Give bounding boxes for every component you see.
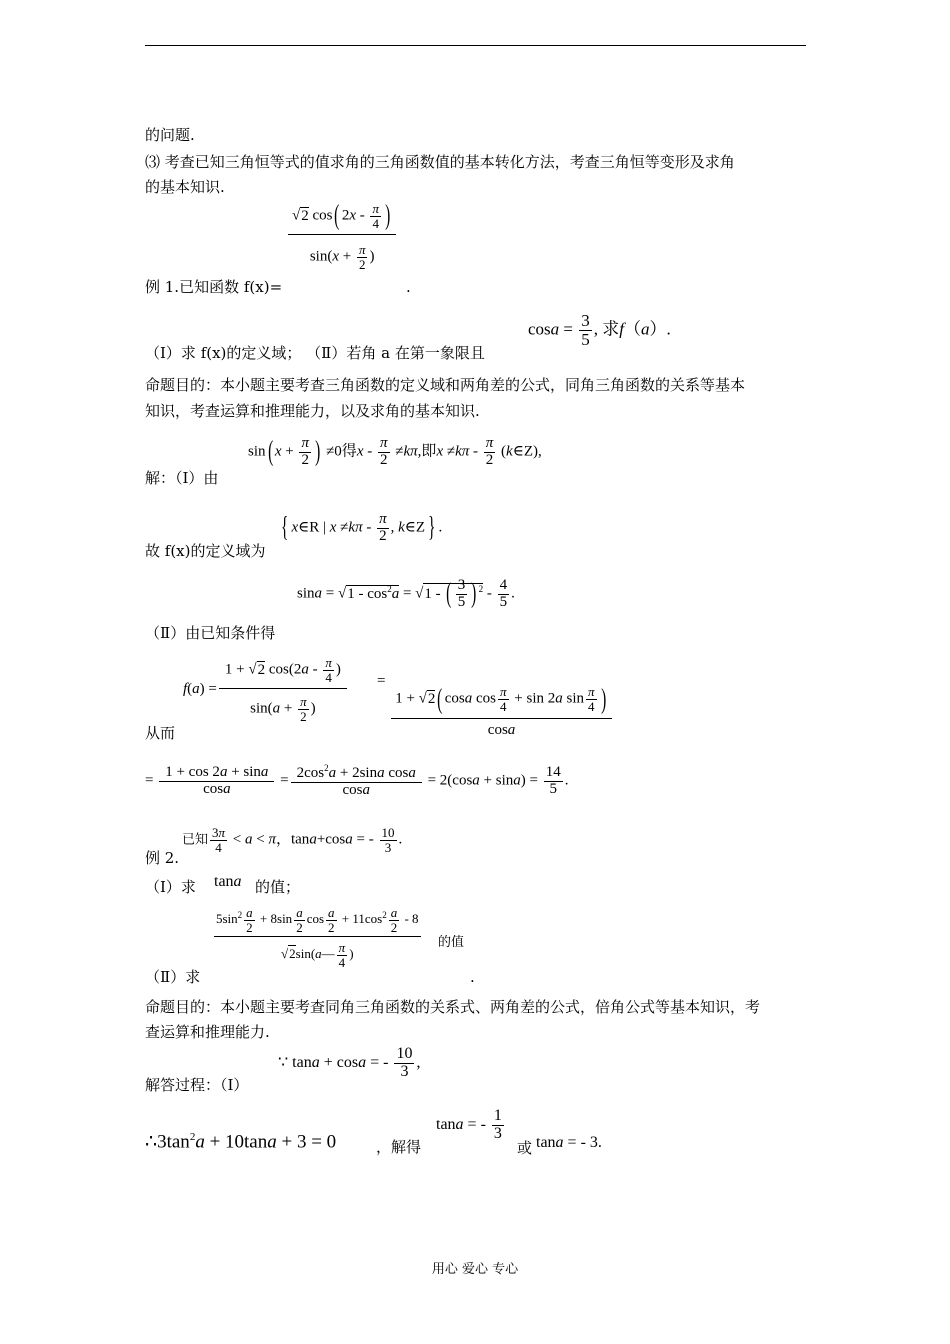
example-2-q1-prefix: （Ⅰ）求 — [145, 878, 196, 896]
text-line: 命题目的：本小题主要考查同角三角函数的关系式、两角差的公式，倍角公式等基本知识，考 — [145, 998, 761, 1016]
example-1-label: 例 1.已知函数 f(x)= — [145, 278, 283, 296]
thus-label: 从而 — [145, 724, 176, 742]
page-footer: 用心 爱心 专心 — [431, 1262, 519, 1277]
formula-cos-a: cosa = $\frac{3}{5}$ , 求f（a）. — [528, 311, 671, 349]
text-line: 的问题. — [145, 126, 195, 144]
text-line: 的基本知识. — [145, 178, 225, 196]
formula-f-a: f(a) = 1 + √2 cos(2a - $\frac{\pi}{4}$ ) sin(a + $\frac{\pi}{2}$ ) — [183, 656, 349, 724]
formula-example-2-expression: $5\sin^2$ $\frac{a}{2}$ + 8sin $\frac{a}{2}$ cos $\frac{a}{2}$ + $11\cos^2$ $\frac{a}{2}$ - 8 √2sin(a— $\frac{\pi}{4}$ ) — [216, 905, 419, 970]
solution-2-label: 解答过程：（Ⅰ） — [145, 1076, 249, 1094]
formula-quadratic: $\therefore 3\tan^2a + 10\tan a + 3 = 0$ — [145, 1131, 337, 1153]
formula-given: ∵ tana + cosa = - $\frac{10}{3}$ , — [278, 1045, 421, 1080]
formula-example-2-condition: 已知 $\frac{3\pi}{4}$ < a < π，tana+cosa = - $\frac{10}{3}$ . — [182, 825, 403, 855]
example-2-q2-mid: 的值 — [438, 934, 465, 949]
text-line: 查运算和推理能力. — [145, 1023, 270, 1041]
text-line: ⑶ 考查已知三角恒等式的值求角的三角函数值的基本转化方法，考查三角恒等变形及求角 — [145, 153, 735, 171]
or-label: 或 — [517, 1139, 533, 1157]
example-2-q1-suffix: 的值； — [255, 878, 301, 896]
solution-1-label: 解：（Ⅰ）由 — [145, 469, 219, 487]
period: . — [470, 968, 475, 986]
formula-f-a-expanded: = 1 + √2( cosa cos $\frac{\pi}{4}$ + sin 2a sin $\frac{\pi}{4}$ ) cosa — [377, 672, 614, 738]
formula-sin-a: $\sin a = √1 - \cos^2a = √1$ - ( $\frac{3}{5}$ ) $^2$ - $\frac{4}{5}$ . — [297, 577, 515, 610]
solve-label: ，解得 — [376, 1138, 422, 1156]
header-rule — [145, 45, 806, 46]
formula-tan-solution-2: tana = - 3. — [536, 1134, 602, 1151]
formula-domain-condition: sin( x + $\frac{\pi}{2}$ ) ≠0得x - $\frac{\pi}{2}$ ≠kπ,即x ≠kπ - $\frac{\pi}{2}$ (k∈Z), — [248, 435, 542, 468]
text-line: 知识，考查运算和推理能力，以及求角的基本知识. — [145, 402, 480, 420]
formula-domain-set: { x∈R | x ≠kπ - $\frac{\pi}{2}$ , k∈Z } . — [281, 511, 443, 544]
formula-tan-a: tana — [214, 873, 242, 890]
example-2-q2-prefix: （Ⅱ）求 — [145, 968, 201, 986]
text-line: 命题目的：本小题主要考查三角函数的定义域和两角差的公式，同角三角函数的关系等基本 — [145, 376, 746, 394]
example-2-label: 例 2. — [145, 849, 180, 867]
domain-label: 故 f(x)的定义域为 — [145, 542, 266, 560]
period: . — [406, 278, 411, 296]
example-1-questions: （Ⅰ）求 f(x)的定义域； （Ⅱ）若角 a 在第一象限且 — [145, 344, 485, 362]
formula-tan-solution-1: tana = - $\frac{1}{3}$ — [436, 1107, 502, 1142]
formula-result: = $\frac{1 + \cos 2a + \sin a}{\cos a}$ = $\frac{2\cos^2a + 2\sin a \cos a}{\cos a}$ = 2(cosa + sina) = $\frac{14}{5}$ . — [145, 763, 569, 798]
formula-f-definition: √2 cos( 2x - $\frac{\pi}{4}$ ) sin(x + $\frac{\pi}{2}$ ) — [286, 202, 398, 272]
part-2-label: （Ⅱ）由已知条件得 — [145, 624, 276, 642]
